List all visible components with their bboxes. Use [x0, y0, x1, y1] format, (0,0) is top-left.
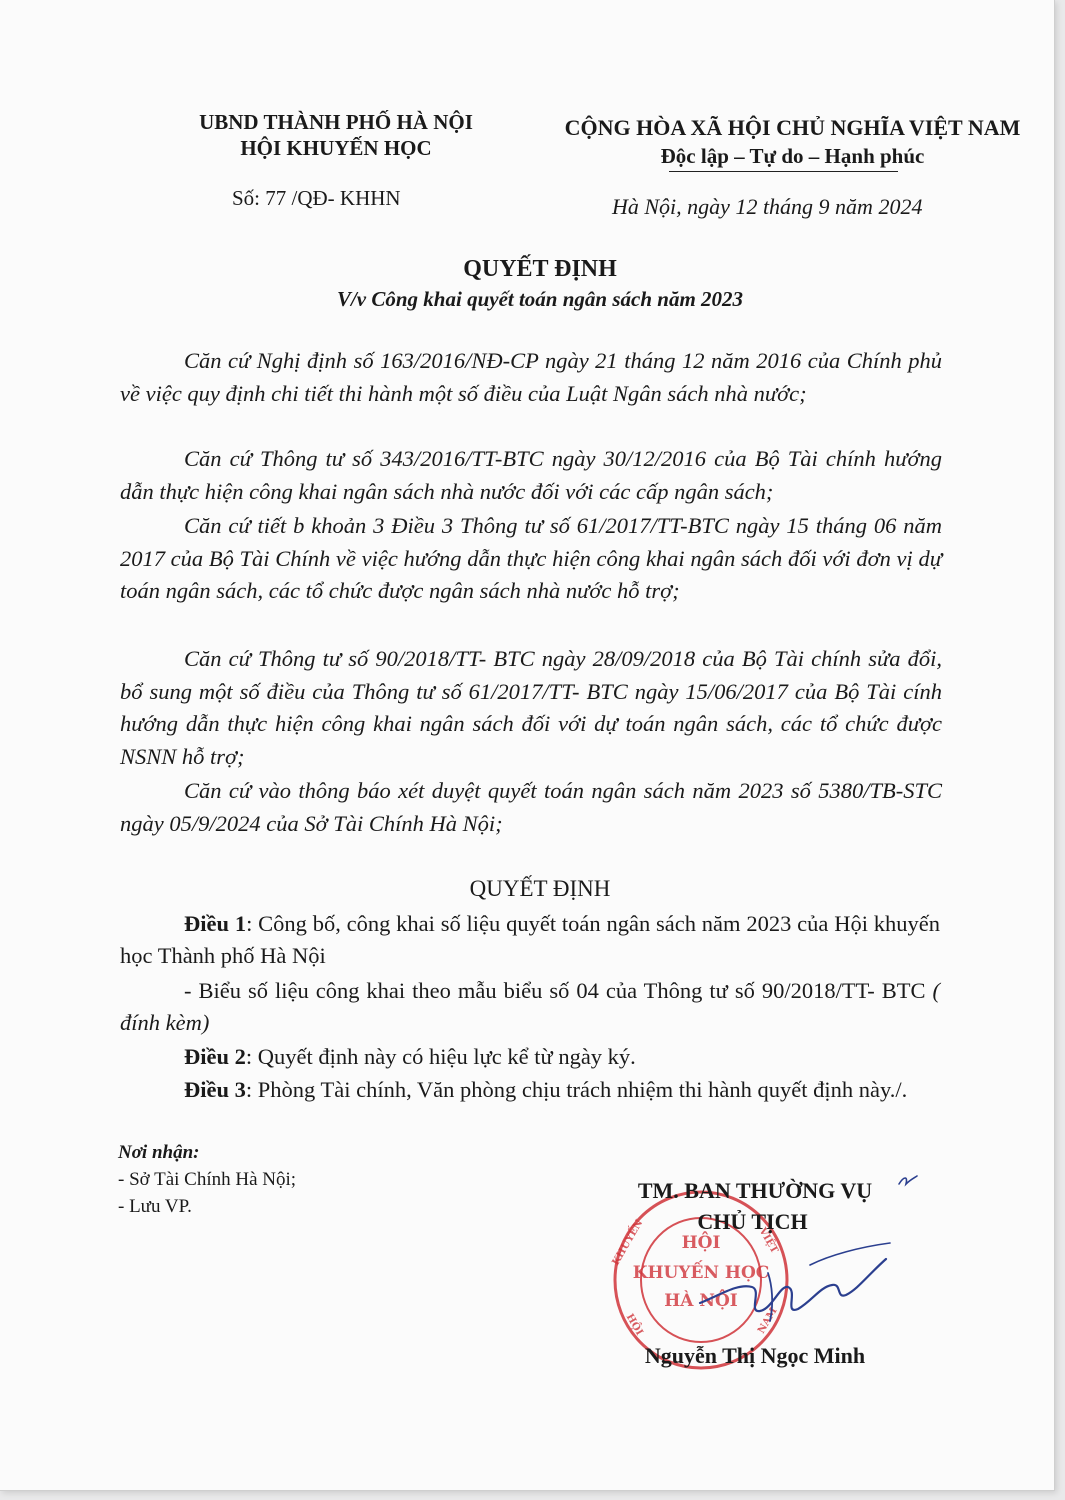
article-3-label: Điều 3 — [184, 1077, 246, 1102]
svg-text:HỘI: HỘI — [623, 1312, 645, 1338]
issue-date: Hà Nội, ngày 12 tháng 9 năm 2024 — [612, 194, 923, 219]
article-3-text: : Phòng Tài chính, Văn phòng chịu trách nhiệm thi hành quyết định này./. — [245, 1077, 908, 1102]
article-1 — [120, 908, 940, 972]
legal-basis-5: Căn cứ vào thông báo xét duyệt quyết toán ngân sách năm 2023 số 5380/TB-STC ngày 05/9/2024 của Sở Tài Chính Hà Nội; — [120, 778, 942, 836]
article-1-label: Điều 1 — [184, 911, 247, 936]
recipient-item: - Lưu VP. — [118, 1196, 192, 1217]
svg-text:KHUYẾN HỌC: KHUYẾN HỌC — [632, 1263, 770, 1283]
legal-basis-3: Căn cứ tiết b khoản 3 Điều 3 Thông tư số 61/2017/TT-BTC ngày 15 tháng 06 năm 2017 của Bộ Tài Chính về việc hướng dẫn thực hiện công khai ngân sách đối với đơn vị dự toán ngân sách, các tổ chức được ngân sách nhà nước hỗ trợ; — [120, 513, 942, 603]
legal-basis-2: Căn cứ Thông tư số 343/2016/TT-BTC ngày 30/12/2016 của Bộ Tài chính hướng dẫn thực hiện công khai ngân sách nhà nước đối với các cấp ngân sách; — [120, 446, 942, 504]
article-2-text: : Quyết định này có hiệu lực kể từ ngày ký. — [245, 1044, 636, 1069]
handwritten-signature — [690, 1225, 900, 1335]
svg-text:KHUYẾN: KHUYẾN — [610, 1218, 646, 1268]
svg-text:NAM: NAM — [756, 1305, 780, 1336]
svg-text:HỘI: HỘI — [681, 1233, 721, 1253]
issuing-authority — [186, 109, 486, 161]
svg-text:VIỆT: VIỆT — [756, 1226, 780, 1256]
decision-subject: V/v Công khai quyết toán ngân sách năm 2023 — [336, 287, 744, 311]
article-1-text: : Công bố, công khai số liệu quyết toán ngân sách năm 2023 của Hội khuyến học Thành phố Hà Nội — [120, 911, 940, 968]
national-motto: Độc lập – Tự do – Hạnh phúc — [660, 144, 925, 168]
article-3 — [120, 1074, 940, 1106]
authority-line-2: HỘI KHUYẾN HỌC — [240, 136, 432, 160]
motto-underline — [669, 171, 898, 172]
article-1-bullet: - Biểu số liệu công khai theo mẫu biểu số 04 của Thông tư số 90/2018/TT- BTC ( đính kèm) — [120, 978, 940, 1035]
decision-title: QUYẾT ĐỊNH — [463, 256, 617, 282]
recipients-label: Nơi nhận: — [118, 1142, 200, 1163]
legal-basis-1: Căn cứ Nghị định số 163/2016/NĐ-CP ngày 21 tháng 12 năm 2016 của Chính phủ về việc quy định chi tiết thi hành một số điều của Luật Ngân sách nhà nước; — [120, 348, 942, 406]
authority-line-1: UBND THÀNH PHỐ HÀ NỘI — [199, 110, 473, 134]
article-2-label: Điều 2 — [184, 1044, 246, 1069]
attachment-note: ( đính kèm) — [120, 978, 940, 1035]
national-title: CỘNG HÒA XÃ HỘI CHỦ NGHĨA VIỆT NAM — [564, 115, 1021, 140]
recipient-item: - Sở Tài Chính Hà Nội; — [118, 1169, 297, 1190]
initial-mark — [896, 1170, 920, 1192]
decision-heading: QUYẾT ĐỊNH — [469, 876, 611, 901]
signature-title: CHỦ TỊCH — [697, 1209, 808, 1234]
article-2 — [120, 1041, 940, 1073]
signer-name: Nguyễn Thị Ngọc Minh — [644, 1343, 866, 1368]
legal-basis-4: Căn cứ Thông tư số 90/2018/TT- BTC ngày 28/09/2018 của Bộ Tài chính sửa đổi, bổ sung một số điều của Thông tư số 61/2017/TT- BTC ngày 15/06/2017 của Bộ Tài cính hướng dẫn thực hiện công khai ngân sách đối với dự toán ngân sách, các tổ chức được NSNN hỗ trợ; — [120, 646, 942, 769]
document-number: Số: 77 /QĐ- KHHN — [232, 186, 401, 210]
signature-on-behalf: TM. BAN THƯỜNG VỤ — [637, 1178, 873, 1203]
svg-text:HÀ NỘI: HÀ NỘI — [664, 1291, 738, 1311]
